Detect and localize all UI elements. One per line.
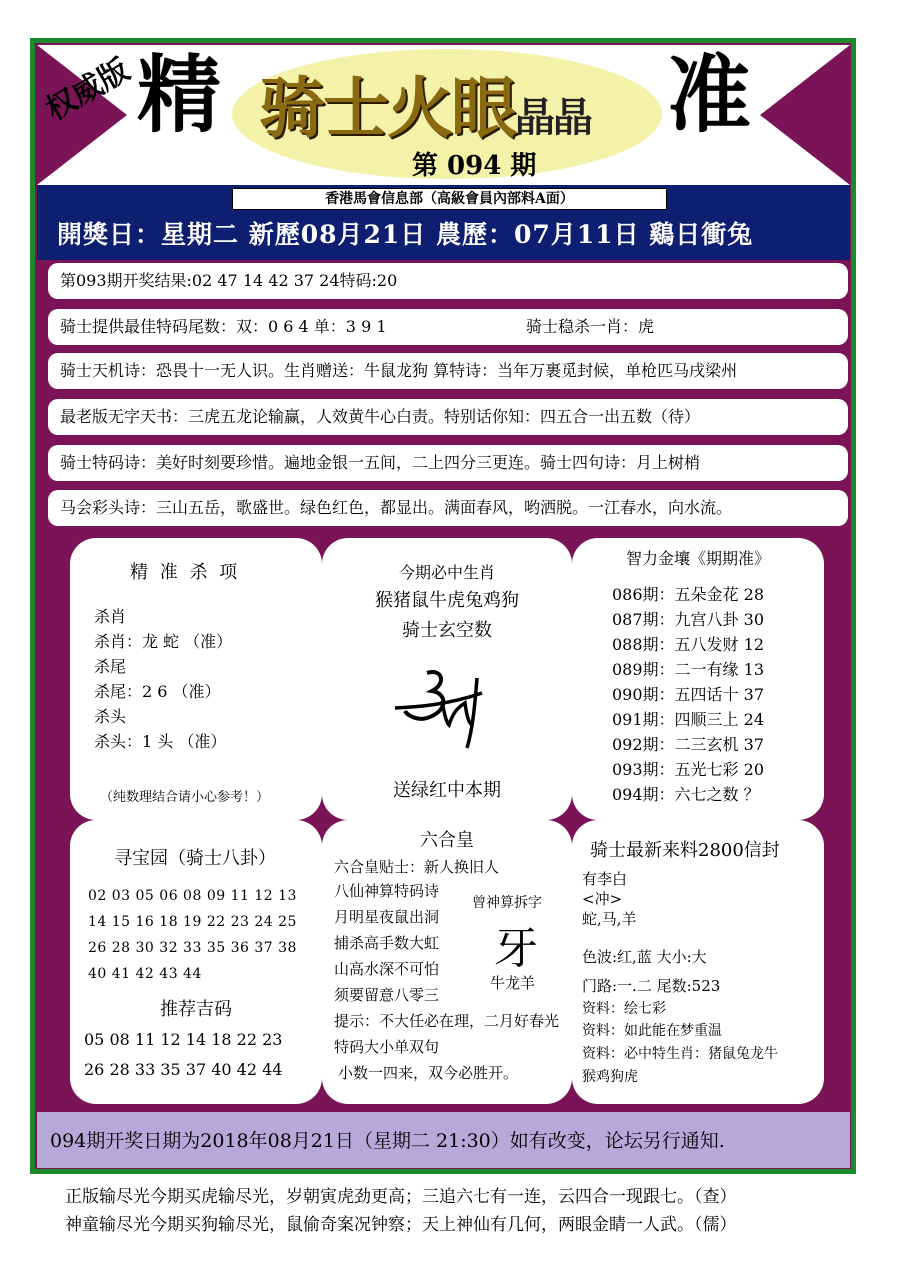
wisdom-period: 089期：	[612, 660, 675, 679]
liuhe-title: 六合皇	[420, 830, 474, 851]
row-text: 第093期开奖结果:02 47 14 42 37 24特码:20	[60, 271, 398, 290]
news-info: 资料：如此能在梦重温	[582, 1023, 722, 1039]
info-row	[48, 490, 848, 526]
sub-header-band	[37, 185, 850, 260]
row-text: 马会彩头诗：三山五岳，歌盛世。绿色红色，都显出。满面春风，哟洒脱。一江春水，向水流。	[60, 498, 733, 517]
treasure-numbers: 02 03 05 06 08 09 11 12 13	[88, 888, 297, 904]
wisdom-item	[612, 607, 764, 630]
info-row	[48, 399, 848, 435]
news-line: 有李白	[582, 870, 628, 888]
title-main: 骑士火眼	[259, 69, 515, 147]
treasure-numbers: 40 41 42 43 44	[88, 966, 202, 982]
row-text: 骑士天机诗：恐畏十一无人识。生肖赠送：牛鼠龙狗 算特诗：当年万裹觅封候，单枪匹马戌梁州	[60, 361, 738, 380]
kill-line: 杀尾：2 6 （准）	[94, 682, 221, 701]
zodiac-line3: 骑士玄空数	[402, 620, 492, 641]
info-row	[48, 353, 848, 389]
row-text: 骑士特码诗：美好时刻要珍惜。遍地金银一五间，二上四分三更连。骑士四句诗：月上树梢	[60, 453, 701, 472]
wisdom-period: 093期：	[612, 760, 675, 779]
liuhe-side-bottom: 牛龙羊	[490, 974, 536, 992]
kill-box-title: 精 准 杀 项	[130, 562, 241, 583]
wisdom-text: 九宫八卦 30	[674, 610, 764, 629]
treasure-box	[70, 820, 322, 1104]
liuhe-tip: 提示：不大任必在理，二月好春光	[334, 1012, 560, 1030]
draw-date-line: 開獎日：星期二 新歷08月21日 農歷：07月11日 鷄日衝兔	[57, 220, 754, 249]
zodiac-box	[322, 538, 572, 820]
wisdom-item	[612, 632, 764, 655]
lucky-title: 推荐吉码	[160, 999, 232, 1020]
liuhe-line: 捕杀高手数大虹	[334, 934, 440, 952]
news-door: 门路:一.二 尾数:523	[582, 977, 721, 995]
news-color: 色波:红,蓝 大小:大	[582, 948, 707, 966]
liuhe-line: 六合皇贴士：新人换旧人	[334, 858, 500, 876]
liuhe-line: 须要留意八零三	[334, 986, 440, 1004]
wisdom-item	[612, 582, 764, 605]
news-info: 资料：绘七彩	[582, 1001, 666, 1017]
left-big-char: 精	[137, 45, 222, 144]
liuhe-line: 山高水深不可怕	[334, 960, 440, 978]
wisdom-title: 智力金壤《期期准》	[625, 549, 770, 568]
wisdom-item	[612, 657, 764, 680]
draw-notice: 094期开奖日期为2018年08月21日（星期二 21:30）如有改变，论坛另行通知.	[50, 1130, 725, 1152]
row-right-text: 骑士稳杀一肖：虎	[526, 317, 655, 336]
org-label: 香港馬會信息部（高級會員內部料A面）	[232, 188, 667, 210]
news-title: 骑士最新来料2800信封	[590, 840, 780, 861]
wisdom-text: 五四话十 37	[674, 685, 764, 704]
kill-line: 杀头	[94, 707, 127, 726]
right-big-char: 准	[667, 45, 752, 144]
treasure-title: 寻宝园（骑士八卦）	[114, 848, 276, 869]
lucky-numbers: 05 08 11 12 14 18 22 23	[84, 1030, 283, 1049]
wisdom-item	[612, 757, 764, 780]
page-title	[259, 69, 591, 147]
wisdom-text: 四顺三上 24	[674, 710, 764, 729]
wisdom-period: 094期：	[612, 785, 675, 804]
news-line: 蛇,马,羊	[582, 910, 637, 928]
wisdom-text: 六七之数 ？	[674, 785, 760, 804]
wisdom-box	[572, 538, 824, 820]
wisdom-period: 092期：	[612, 735, 675, 754]
authority-stamp: 权威版	[40, 52, 136, 128]
bottom-verse: 神童输尽光今期买狗输尽光，鼠偷奇案况钟察；天上神仙有几何，两眼金睛一人武。（儒）	[65, 1215, 737, 1235]
treasure-numbers: 26 28 30 32 33 35 36 37 38	[88, 940, 297, 956]
liuhe-side-char: 牙	[494, 923, 538, 974]
wisdom-text: 二三玄机 37	[674, 735, 764, 754]
bottom-verse: 正版输尽光今期买虎输尽光，岁朝寅虎劲更高；三追六七有一连，云四合一现跟七。（查）	[65, 1187, 737, 1207]
treasure-numbers: 14 15 16 18 19 22 23 24 25	[88, 914, 297, 930]
kill-note: （纯数理结合请小心参考！）	[100, 790, 270, 805]
kill-line: 杀肖：龙 蛇 （准）	[94, 632, 233, 651]
info-row	[48, 263, 848, 299]
wisdom-item	[612, 707, 764, 730]
wisdom-text: 五八发财 12	[674, 635, 764, 654]
zodiac-line2: 猴猪鼠牛虎兔鸡狗	[375, 590, 519, 611]
wisdom-item	[612, 782, 760, 805]
right-triangle	[760, 45, 850, 185]
news-box	[572, 820, 824, 1104]
wisdom-period: 091期：	[612, 710, 675, 729]
wisdom-period: 087期：	[612, 610, 675, 629]
header	[37, 45, 850, 185]
title-small: 晶晶	[515, 94, 591, 141]
handwritten-number-icon	[387, 663, 507, 758]
kill-line: 杀头：1 头 （准）	[94, 732, 227, 751]
liuhe-box	[322, 820, 572, 1104]
news-info: 资料：必中特生肖：猪鼠兔龙牛	[582, 1046, 778, 1062]
news-info: 猴鸡狗虎	[582, 1069, 638, 1085]
wisdom-item	[612, 732, 764, 755]
kill-line: 杀肖	[94, 607, 127, 626]
liuhe-line: 八仙神算特码诗	[334, 882, 440, 900]
row-text: 最老版无字天书：三虎五龙论输赢，人效黄牛心白责。特别话你知：四五合一出五数（待）	[60, 407, 701, 426]
wisdom-period: 090期：	[612, 685, 675, 704]
zodiac-bottom: 送绿红中本期	[393, 780, 501, 801]
wisdom-period: 088期：	[612, 635, 675, 654]
liuhe-tip2: 特码大小单双句	[334, 1038, 440, 1056]
info-row	[48, 309, 848, 345]
news-line: <冲>	[582, 890, 623, 908]
liuhe-line: 月明星夜鼠出洞	[334, 908, 440, 926]
wisdom-text: 五光七彩 20	[674, 760, 764, 779]
wisdom-item	[612, 682, 764, 705]
issue-number: 第 094 期	[412, 151, 537, 181]
liuhe-tip3: 小数一四来，双今必胜开。	[338, 1064, 519, 1082]
liuhe-side-title: 曾神算拆字	[472, 895, 542, 911]
row-text: 骑士提供最佳特码尾数：双：0 6 4 单：3 9 1	[60, 317, 387, 336]
wisdom-text: 二一有缘 13	[674, 660, 764, 679]
info-row	[48, 445, 848, 481]
zodiac-line1: 今期必中生肖	[398, 563, 495, 582]
lucky-numbers: 26 28 33 35 37 40 42 44	[84, 1060, 283, 1079]
wisdom-text: 五朵金花 28	[674, 585, 764, 604]
kill-line: 杀尾	[94, 657, 127, 676]
kill-box	[70, 538, 322, 820]
wisdom-period: 086期：	[612, 585, 675, 604]
footer-band	[37, 1112, 850, 1168]
